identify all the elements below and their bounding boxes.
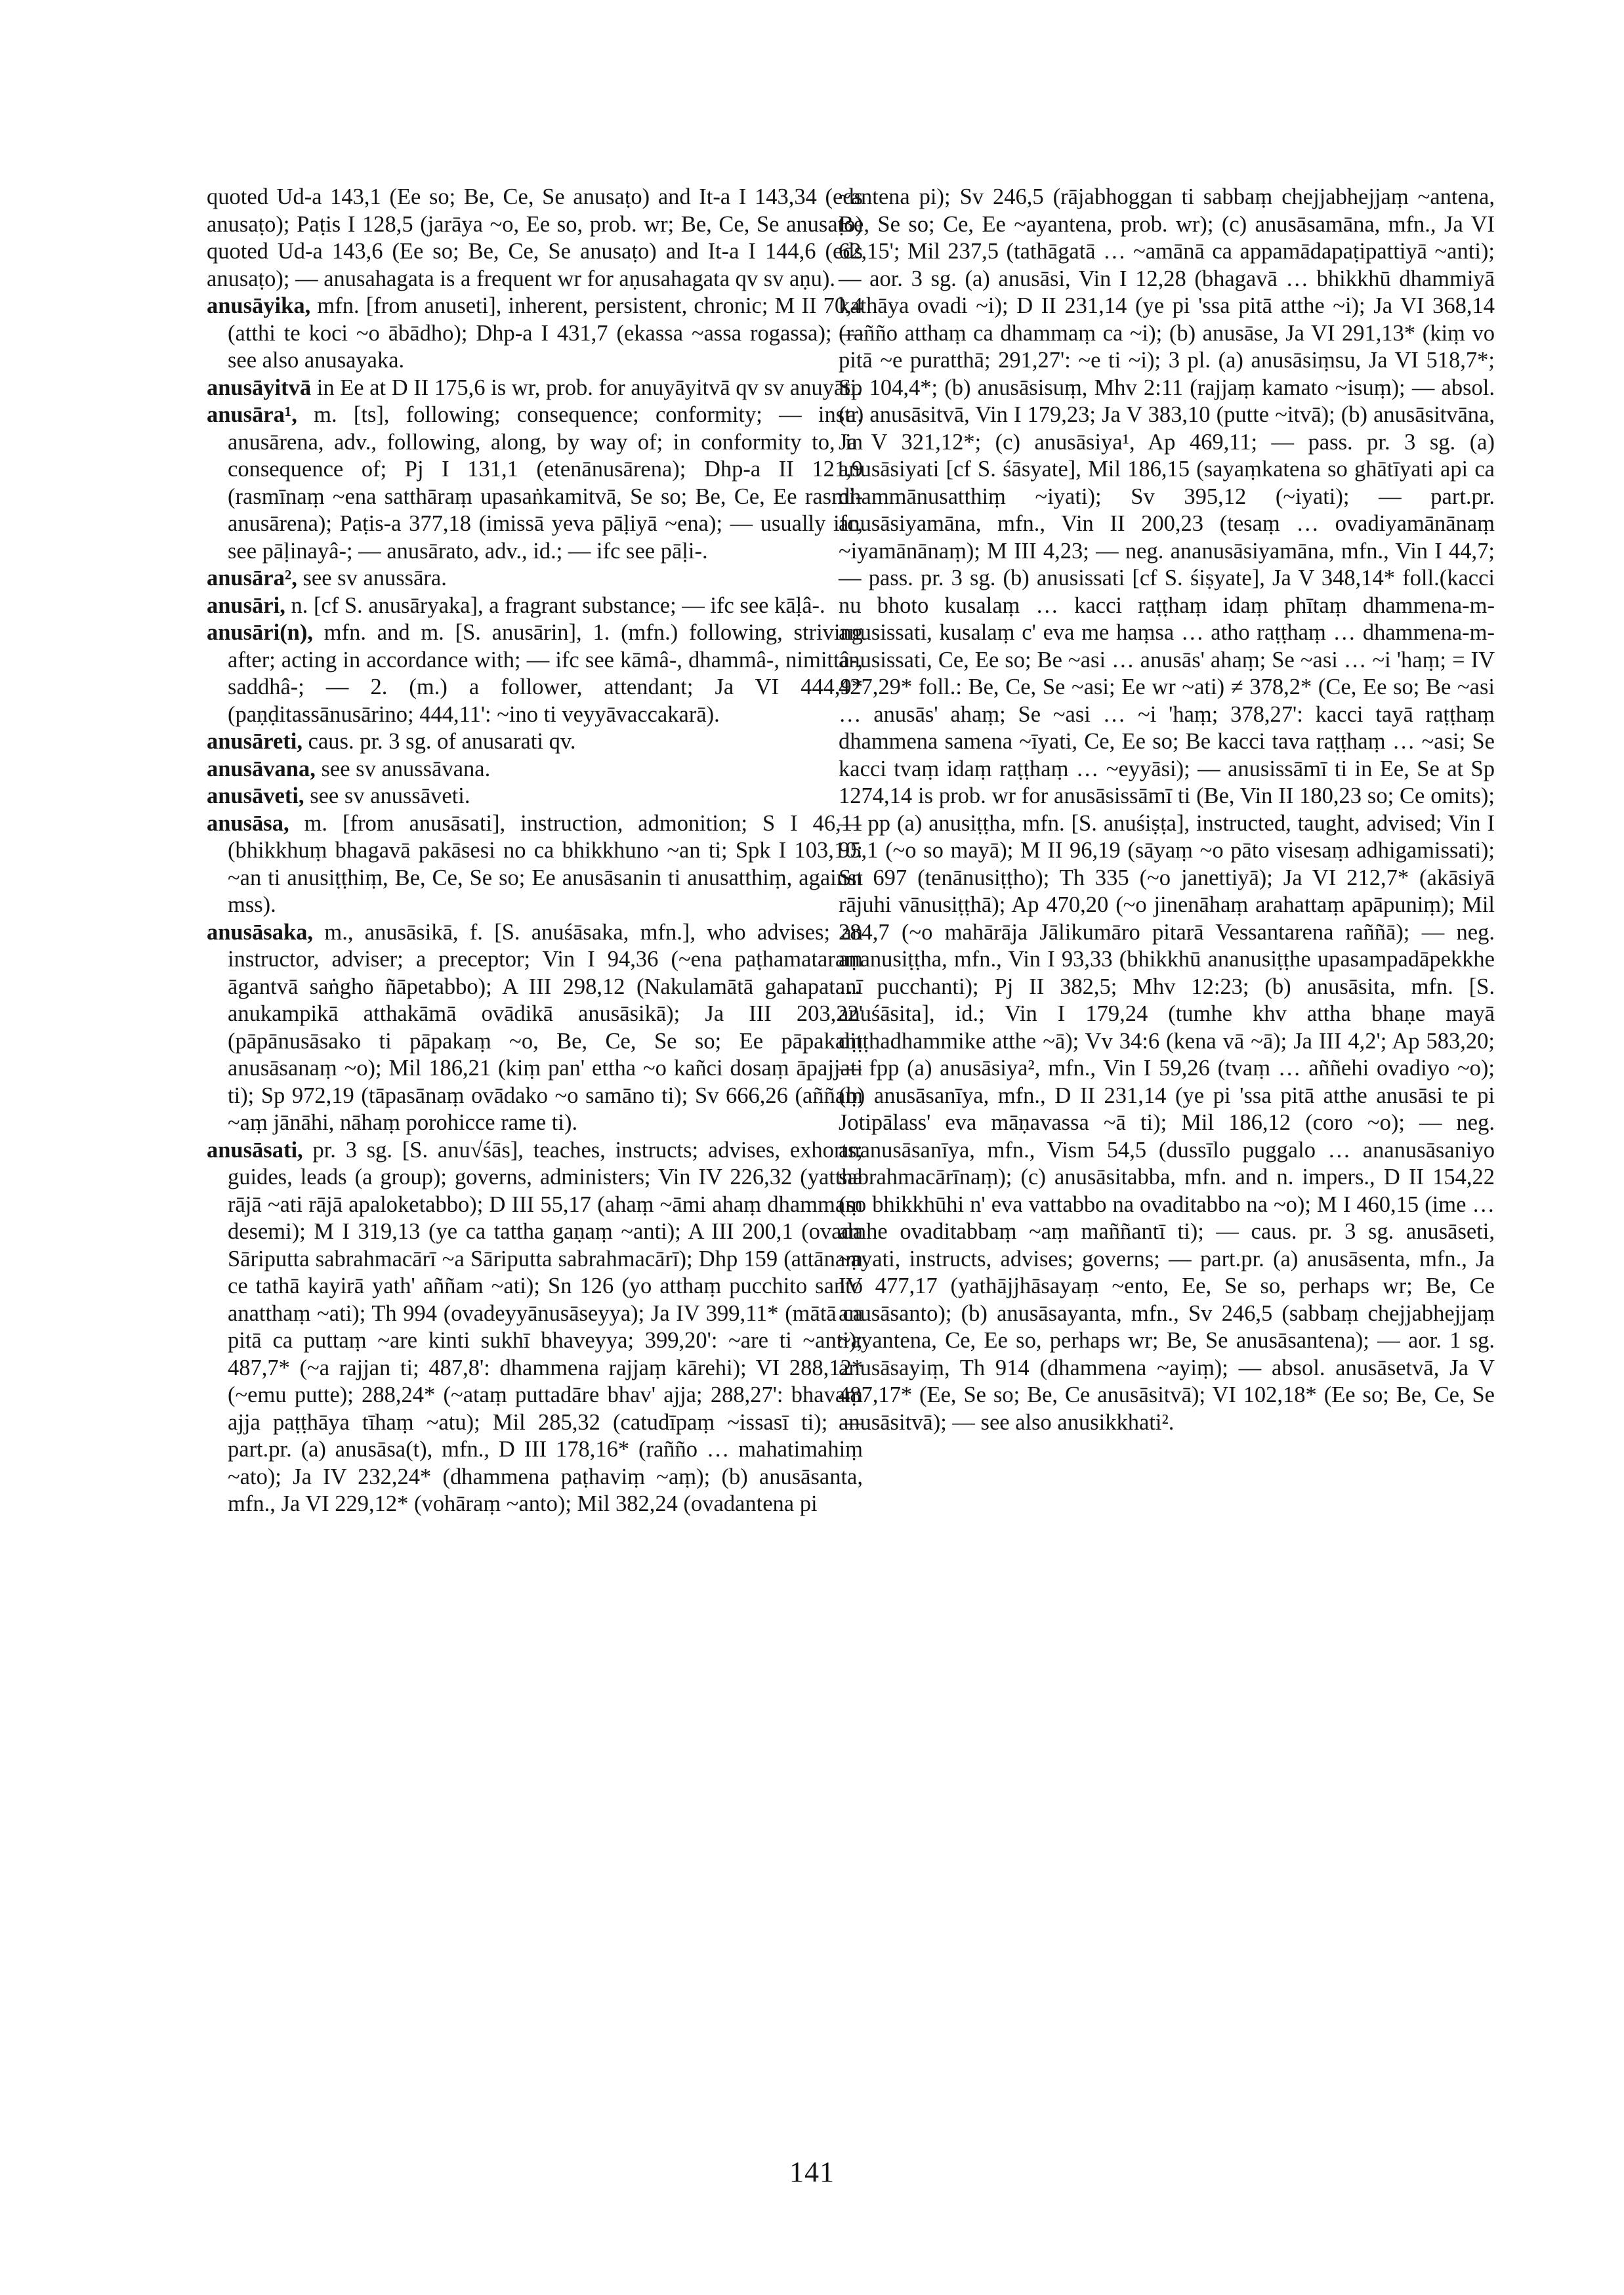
headword: anusāveti, <box>207 783 304 808</box>
entry-body: in Ee at D II 175,6 is wr, prob. for anuyāyitvā qv sv anuyāti. <box>316 375 862 400</box>
headword: anusāri, <box>207 592 285 618</box>
entry-anusara1 <box>207 402 863 565</box>
entry-anusasa <box>207 810 863 919</box>
entry-anusarin <box>207 619 863 728</box>
headword: anusāvana, <box>207 756 316 781</box>
entry-anusari <box>207 592 863 620</box>
entry-anusara2 <box>207 565 863 592</box>
entry-anusasaka <box>207 919 863 1137</box>
entry-body: see sv anussāvana. <box>321 756 491 781</box>
entry-anusavana <box>207 756 863 783</box>
entry-anusayitva <box>207 375 863 402</box>
headword: anusāra², <box>207 566 297 590</box>
headword: anusāri(n), <box>207 620 313 645</box>
entry-cont <box>207 184 863 293</box>
entry-anusasati <box>207 1137 863 1518</box>
left-column <box>207 184 863 1518</box>
entry-body: see sv anussāra. <box>302 566 447 590</box>
entry-anusaveti <box>207 783 863 810</box>
entry-anusareti <box>207 728 863 756</box>
headword: anusāsa, <box>207 810 289 836</box>
entry-body: n. [cf S. anusāryaka], a fragrant substance; — ifc see kāḷâ-. <box>291 592 825 618</box>
entry-body: mfn. [from anuseti], inherent, persistent, chronic; M II 70,4 (atthi te koci ~o ābādho); Dhp-a I 431,7 (ekassa ~assa rogassa); — see also anusayaka. <box>228 293 864 373</box>
right-column <box>839 184 1495 1436</box>
entry-body: caus. pr. 3 sg. of anusarati qv. <box>308 729 576 754</box>
entry-anusayika <box>207 293 863 375</box>
entry-body: m., anusāsikā, f. [S. anuśāsaka, mfn.], who advises; an instructor, adviser; a preceptor; Vin I 94,36 (~ena paṭhamataraṃ āgantvā saṅgho ñāpetabbo); A III 298,12 (Nakulamātā gahapatanī anukampikā atthakāmā ovādikā anusāsikā); Ja III 203,22' (pāpānusāsako ti pāpakaṃ ~o, Be, Ce, Se so; Ee pāpakaṃ anusāsanaṃ ~o); Mil 186,21 (kiṃ pan' ettha ~o kañci dosaṃ āpajjati ti); Sp 972,19 (tāpasānaṃ ovādako ~o samāno ti); Sv 666,26 (aññaṃ ~aṃ jānāhi, nāhaṃ porohicce rame ti). <box>228 919 863 1135</box>
entry-body: m. [ts], following; consequence; conformity; — instr. anusārena, adv., following, along, by way of; in conformity to, in consequence of; Pj I 131,1 (etenānusārena); Dhp-a II 121,9 (rasmīnaṃ ~ena satthāraṃ upasaṅkamitvā, Se so; Be, Ce, Ee rasmi-anusārena); Paṭis-a 377,18 (imissā yeva pāḷiyā ~ena); — usually ifc, see pāḷinayâ-; — anusārato, adv., id.; — ifc see pāḷi-. <box>228 402 863 564</box>
headword: anusāreti, <box>207 729 303 754</box>
headword: anusāyika, <box>207 293 311 318</box>
headword: anusāsati, <box>207 1137 303 1163</box>
entry-body: quoted Ud-a 143,1 (Ee so; Be, Ce, Se anusaṭo) and It-a I 143,34 (eds anusaṭo); Paṭis I 128,5 (jarāya ~o, Ee so, prob. wr; Be, Ce, Se anusaṭo) quoted Ud-a 143,6 (Ee so; Be, Ce, Se anusaṭo) and It-a I 144,6 (eds anusaṭo); — anusahagata is a frequent wr for aṇusahagata qv sv aṇu). <box>207 184 863 291</box>
entry-cont2 <box>839 184 1495 1436</box>
entry-body: m. [from anusāsati], instruction, admonition; S I 46,11 (bhikkhuṃ bhagavā pakāsesi no ca bhikkhuno ~an ti; Spk I 103,10: ~an ti anusiṭṭhiṃ, Be, Ce, Se so; Ee anusāsanin ti anusatthiṃ, against mss). <box>228 810 863 917</box>
headword: anusāra¹, <box>207 402 297 427</box>
entry-body: ~antena pi); Sv 246,5 (rājabhoggan ti sabbaṃ chejjabhejjaṃ ~antena, Be, Se so; Ce, Ee ~ayantena, prob. wr); (c) anusāsamāna, mfn., Ja VI 62,15'; Mil 237,5 (tathāgatā … ~amānā ca appamādapaṭipattiyā ~anti); — aor. 3 sg. (a) anusāsi, Vin I 12,28 (bhagavā … bhikkhū dhammiyā kathāya ovadi ~i); D II 231,14 (ye pi 'ssa pitā atthe ~i); Ja VI 368,14 (rañño atthaṃ ca dhammaṃ ca ~i); (b) anusāse, Ja VI 291,13* (kiṃ vo pitā ~e puratthā; 291,27': ~e ti ~i); 3 pl. (a) anusāsiṃsu, Ja VI 518,7*; Sp 104,4*; (b) anusāsisuṃ, Mhv 2:11 (rajjaṃ kamato ~isuṃ); — absol. (a) anusāsitvā, Vin I 179,23; Ja V 383,10 (putte ~itvā); (b) anusāsitvāna, Ja V 321,12*; (c) anusāsiya¹, Ap 469,11; — pass. pr. 3 sg. (a) anusāsiyati [cf S. śāsyate], Mil 186,15 (sayaṃkatena so ghātīyati api ca dhammānusatthiṃ ~iyati); Sv 395,12 (~iyati); — part.pr. anusāsiyamāna, mfn., Vin II 200,23 (tesaṃ … ovadiyamānānaṃ ~iyamānānaṃ); M III 4,23; — neg. ananusāsiyamāna, mfn., Vin I 44,7; — pass. pr. 3 sg. (b) anusissati [cf S. śiṣyate], Ja V 348,14* foll.(kacci nu bhoto kusalaṃ … kacci raṭṭhaṃ idaṃ phītaṃ dhammena-m-anusissati, kusalaṃ c' eva me haṃsa … atho raṭṭhaṃ … dhammena-m-anusissati, Ce, Ee so; Be ~asi … anusās' ahaṃ; Se ~asi … ~i 'haṃ; = IV 427,29* foll.: Be, Ce, Se ~asi; Ee wr ~ati) ≠ 378,2* (Ce, Ee so; Be ~asi … anusās' ahaṃ; Se ~asi … ~i 'haṃ; 378,27': kacci tayā raṭṭhaṃ dhammena samena ~īyati, Ce, Ee so; Be kacci tava raṭṭhaṃ … ~asi; Se kacci tvaṃ idaṃ raṭṭhaṃ … ~eyyāsi); — anusissāmī ti in Ee, Se at Sp 1274,14 is prob. wr for anusāsissāmī ti (Be, Vin II 180,23 so; Ce omits); — pp (a) anusiṭṭha, mfn. [S. anuśiṣṭa], instructed, taught, advised; Vin I 95,1 (~o so mayā); M II 96,19 (sāyaṃ ~o pāto visesaṃ adhigamissati); Sn 697 (tenānusiṭṭho); Th 335 (~o janettiyā); Ja VI 212,7* (akāsiyā rājuhi vānusiṭṭhā); Ap 470,20 (~o jinenāhaṃ arahattaṃ apāpuniṃ); Mil 284,7 (~o mahārāja Jālikumāro pitarā Vessantarena raññā); — neg. ananusiṭṭha, mfn., Vin I 93,33 (bhikkhū ananusiṭṭhe upasampadāpekkhe … pucchanti); Pj II 382,5; Mhv 12:23; (b) anusāsita, mfn. [S. anuśāsita], id.; Vin I 179,24 (tumhe khv attha bhaṇe mayā diṭṭhadhammike atthe ~ā); Vv 34:6 (kena vā ~ā); Ja III 4,2'; Ap 583,20; — fpp (a) anusāsiya², mfn., Vin I 59,26 (tvaṃ … aññehi ovadiyo ~o); (b) anusāsanīya, mfn., D II 231,14 (ye pi 'ssa pitā atthe anusāsi te pi Jotipālass' eva māṇavassa ~ā ti); Mil 186,12 (coro ~o); — neg. ananusāsanīya, mfn., Vism 54,5 (dussīlo puggalo … ananusāsaniyo sabrahmacārīnaṃ); (c) anusāsitabba, mfn. and n. impers., D II 154,22 (so bhikkhūhi n' eva vattabbo na ovaditabbo na ~o); M I 460,15 (ime … amhe ovaditabbaṃ ~aṃ maññantī ti); — caus. pr. 3 sg. anusāseti, ~ayati, instructs, advises; governs; — part.pr. (a) anusāsenta, mfn., Ja IV 477,17 (yathājjhāsayaṃ ~ento, Ee, Se so, perhaps wr; Be, Ce anusāsanto); (b) anusāsayanta, mfn., Sv 246,5 (sabbaṃ chejjabhejjaṃ ~ayantena, Ce, Ee so, perhaps wr; Be, Se anusāsantena); — aor. 1 sg. anusāsayiṃ, Th 914 (dhammena ~ayiṃ); — absol. anusāsetvā, Ja V 487,17* (Ee, Se so; Be, Ce anusāsitvā); VI 102,18* (Ee so; Be, Ce, Se anusāsitvā); — see also anusikkhati². <box>839 184 1495 1435</box>
page-number: 141 <box>789 2156 835 2188</box>
entry-body: mfn. and m. [S. anusārin], 1. (mfn.) following, striving after; acting in accordance with; — ifc see kāmâ-, dhammâ-, nimittâ-, saddhâ-; — 2. (m.) a follower, attendant; Ja VI 444,9* (paṇḍitassānusārino; 444,11': ~ino ti veyyāvaccakarā). <box>228 620 863 727</box>
entry-body: see sv anussāveti. <box>310 783 470 808</box>
headword: anusāyitvā <box>207 375 312 400</box>
headword: anusāsaka, <box>207 919 314 945</box>
entry-body: pr. 3 sg. [S. anu√śās], teaches, instructs; advises, exhorts; guides, leads (a group); governs, administers; Vin IV 226,32 (yattha rājā ~ati rājā apaloketabbo); D III 55,17 (ahaṃ ~āmi ahaṃ dhammaṃ desemi); M I 319,13 (ye ca tattha gaṇaṃ ~anti); A III 200,1 (ovada Sāriputta sabrahmacārī ~a Sāriputta sabrahmacārī); Dhp 159 (attānaṃ ce tathā kayirā yath' aññam ~ati); Sn 126 (yo atthaṃ pucchito santo anatthaṃ ~ati); Th 994 (ovadeyyānusāseyya); Ja IV 399,11* (mātā ca pitā ca puttaṃ ~are kinti sukhī bhaveyya; 399,20': ~are ti ~anti); 487,7* (~a rajjan ti; 487,8': dhammena rajjaṃ kārehi); VI 288,12* (~emu putte); 288,24* (~ataṃ puttadāre bhav' ajja; 288,27': bhavaṃ ajja paṭṭhāya tīhaṃ ~atu); Mil 285,32 (catudīpaṃ ~issasī ti); — part.pr. (a) anusāsa(t), mfn., D III 178,16* (rañño … mahatimahiṃ ~ato); Ja IV 232,24* (dhammena paṭhaviṃ ~aṃ); (b) anusāsanta, mfn., Ja VI 229,12* (vohāraṃ ~anto); Mil 382,24 (ovadantena pi <box>228 1137 863 1516</box>
